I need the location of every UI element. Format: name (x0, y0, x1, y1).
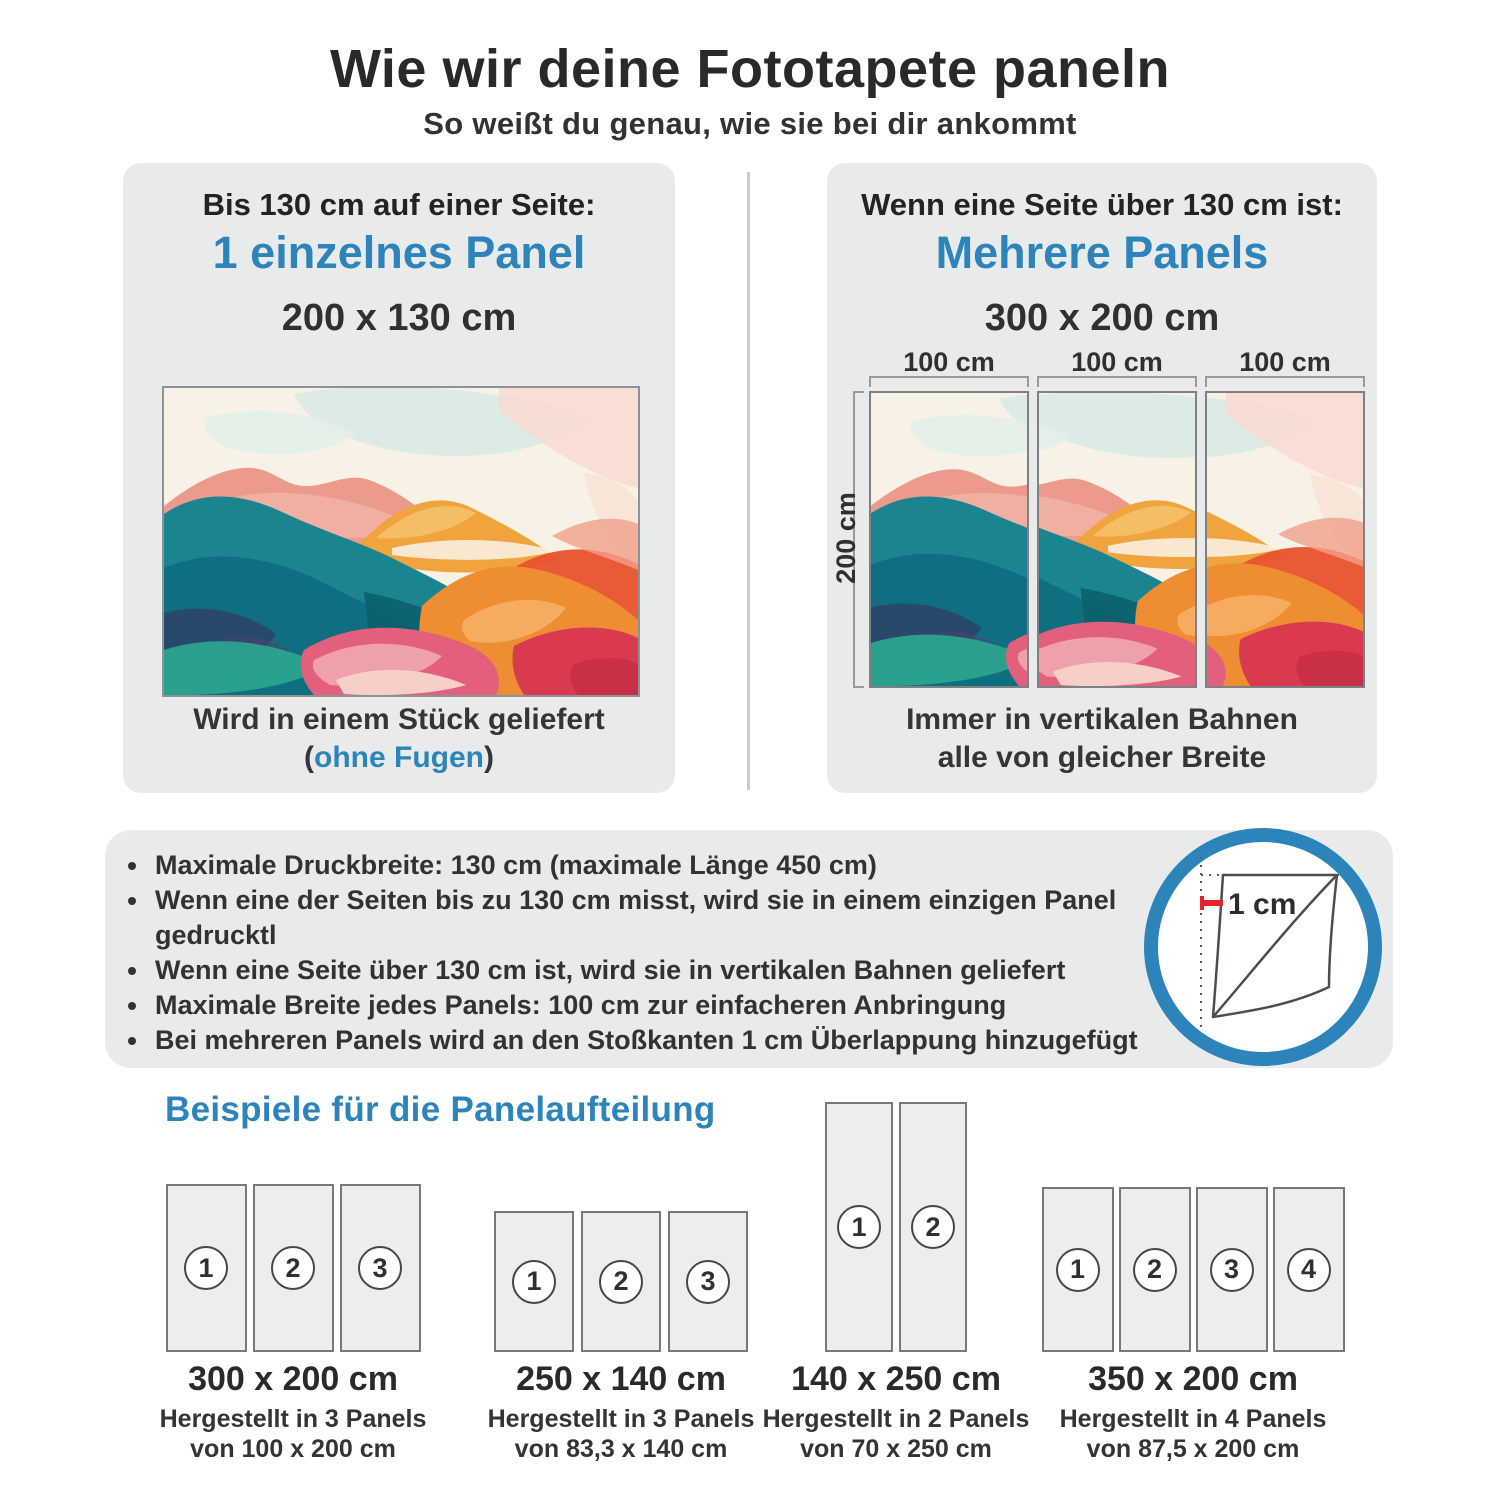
single-panel-highlight: 1 einzelnes Panel (212, 227, 586, 278)
example-size-label: 250 x 140 cm (516, 1360, 726, 1398)
wallpaper-panel-strip-2 (1037, 391, 1197, 688)
box-divider (747, 172, 750, 790)
width-label-2: 100 cm (1071, 347, 1163, 377)
example-panel-group (726, 1102, 1066, 1352)
info-bullet: • Wenn eine der Seiten bis zu 130 cm misst, wird sie in einem einzigen Panel gedrucktl (151, 883, 1181, 953)
panel-number-badge: 1 (184, 1246, 228, 1290)
width-bracket-2 (1037, 376, 1197, 387)
panel-number-badge: 3 (1210, 1248, 1254, 1292)
page-title: Wie wir deine Fototapete paneln (329, 39, 1171, 99)
watercolor-slice-1 (871, 393, 1027, 686)
wallpaper-panel-strip-3 (1205, 391, 1365, 688)
multi-panel-dimensions: 300 x 200 cm (984, 297, 1220, 339)
single-panel-caption-highlight: ohne Fugen (314, 741, 484, 774)
example-detail-line2: von 100 x 200 cm (190, 1435, 396, 1463)
info-bullet: • Maximale Breite jedes Panels: 100 cm zur einfacheren Anbringung (151, 988, 1181, 1023)
example-size-label: 300 x 200 cm (188, 1360, 398, 1398)
info-bullet: • Wenn eine Seite über 130 cm ist, wird sie in vertikalen Bahnen geliefert (151, 953, 1181, 988)
example-panel (253, 1184, 334, 1352)
single-panel-dimensions: 200 x 130 cm (281, 297, 517, 339)
single-panel-caption: Wird in einem Stück geliefert (193, 703, 605, 736)
multi-panel-caption-1: Immer in vertikalen Bahnen (906, 703, 1298, 736)
width-label-3: 100 cm (1239, 347, 1331, 377)
example-detail-line1: Hergestellt in 3 Panels (487, 1405, 755, 1433)
paren-open: ( (304, 741, 314, 774)
example-panel (1119, 1187, 1191, 1352)
example-panel (825, 1102, 893, 1352)
panel-number-badge: 1 (512, 1260, 556, 1304)
example-panel-group (1023, 1102, 1363, 1352)
panel-number-badge: 2 (271, 1246, 315, 1290)
wallpaper-preview-single (162, 386, 640, 697)
width-bracket-1 (869, 376, 1029, 387)
panel-example-300x200 (123, 1102, 463, 1482)
panel-example-350x200 (1023, 1102, 1363, 1482)
example-panel (166, 1184, 247, 1352)
panel-number-badge: 4 (1287, 1248, 1331, 1292)
page-subtitle: So weißt du genau, wie sie bei dir ankommt (423, 106, 1077, 141)
page-curl-overlap-icon (1163, 845, 1363, 1045)
panel-number-badge: 1 (1056, 1248, 1100, 1292)
example-panel (494, 1211, 574, 1352)
paren-close: ) (483, 741, 494, 774)
wallpaper-panel-strip-1 (869, 391, 1029, 688)
single-panel-heading: Bis 130 cm auf einer Seite: (202, 187, 596, 222)
watercolor-slice-2 (1039, 393, 1195, 686)
example-detail-line1: Hergestellt in 2 Panels (762, 1405, 1030, 1433)
width-bracket-3 (1205, 376, 1365, 387)
example-size-label: 140 x 250 cm (791, 1360, 1001, 1398)
multi-panel-box (827, 163, 1377, 793)
panel-number-badge: 2 (1133, 1248, 1177, 1292)
overlap-measure-label: 1 cm (1228, 888, 1297, 921)
width-label-1: 100 cm (903, 347, 995, 377)
panel-number-badge: 2 (911, 1205, 955, 1249)
example-detail-line2: von 83,3 x 140 cm (514, 1435, 728, 1463)
panel-number-badge: 1 (837, 1205, 881, 1249)
height-label: 200 cm (831, 492, 861, 584)
info-bullet: • Bei mehreren Panels wird an den Stoßkanten 1 cm Überlappung hinzugefügt (151, 1023, 1181, 1058)
example-panel-group (123, 1102, 463, 1352)
info-bullet-list (105, 830, 1181, 1058)
panel-number-badge: 3 (686, 1260, 730, 1304)
example-detail-line1: Hergestellt in 3 Panels (159, 1405, 427, 1433)
multi-panel-heading: Wenn eine Seite über 130 cm ist: (861, 187, 1343, 222)
panel-number-badge: 2 (599, 1260, 643, 1304)
single-panel-box (123, 163, 675, 793)
example-detail-line2: von 70 x 250 cm (800, 1435, 992, 1463)
panel-number-badge: 3 (358, 1246, 402, 1290)
info-bullet: • Maximale Druckbreite: 130 cm (maximale Länge 450 cm) (151, 848, 1181, 883)
single-panel-caption-2 (123, 741, 675, 775)
example-detail-line1: Hergestellt in 4 Panels (1059, 1405, 1327, 1433)
example-panel (1273, 1187, 1345, 1352)
example-panel (340, 1184, 421, 1352)
example-panel (581, 1211, 661, 1352)
overlap-badge (1144, 828, 1382, 1066)
watercolor-landscape-image (164, 388, 638, 695)
multi-panel-highlight: Mehrere Panels (935, 227, 1269, 278)
panel-example-140x250 (726, 1102, 1066, 1482)
example-size-label: 350 x 200 cm (1088, 1360, 1298, 1398)
multi-panel-caption-2: alle von gleicher Breite (937, 741, 1267, 774)
example-panel (899, 1102, 967, 1352)
examples-heading: Beispiele für die Panelaufteilung (165, 1090, 716, 1129)
example-panel (1196, 1187, 1268, 1352)
watercolor-slice-3 (1207, 393, 1363, 686)
example-detail-line2: von 87,5 x 200 cm (1086, 1435, 1300, 1463)
example-panel (1042, 1187, 1114, 1352)
